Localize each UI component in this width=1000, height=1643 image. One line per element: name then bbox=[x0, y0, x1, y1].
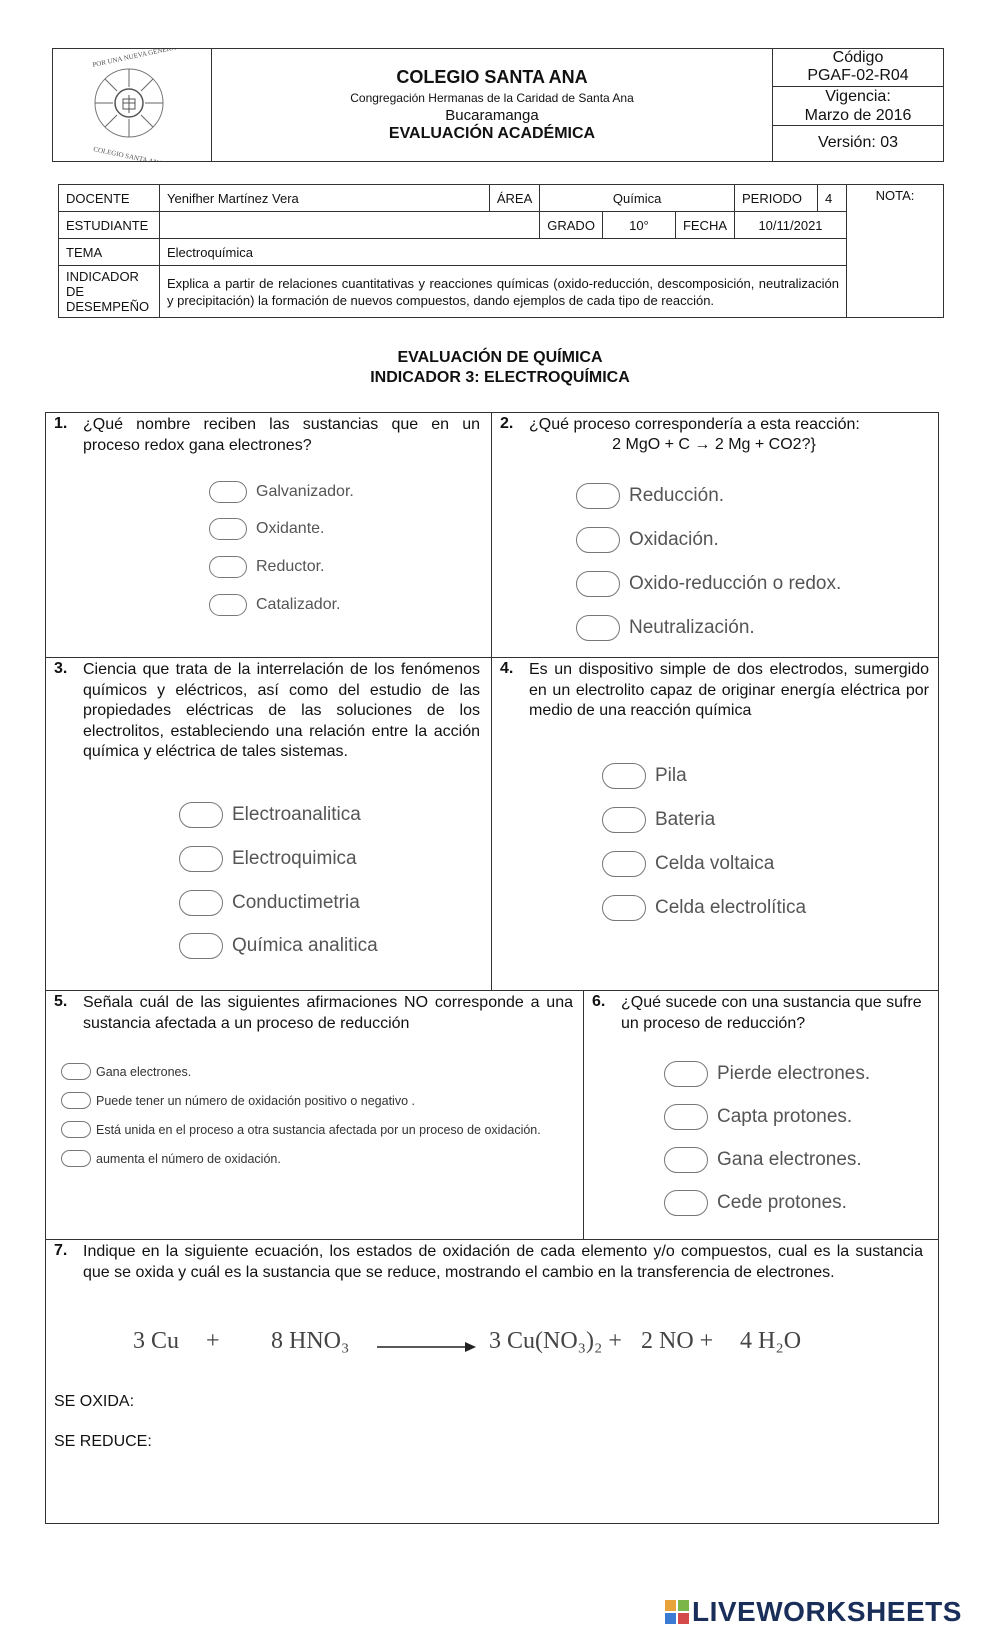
option-capta-protones[interactable]: Capta protones. bbox=[664, 1104, 852, 1130]
question-text: Ciencia que trata de la interrelación de los fenómenos químicos y eléctricos, así como del estudio de las propiedades eléctricas de las soluciones de los electrolitos, estableciendo una relación entre la acción química y eléctrica de tales sistemas. bbox=[83, 661, 480, 760]
question-number: 4. bbox=[500, 660, 514, 677]
radio-button[interactable] bbox=[602, 807, 646, 833]
city: Bucaramanga bbox=[445, 107, 539, 124]
code-label: Código bbox=[832, 49, 884, 66]
grado-label: GRADO bbox=[540, 212, 603, 239]
document-title: EVALUACIÓN ACADÉMICA bbox=[388, 125, 596, 142]
option-neutralizacion[interactable]: Neutralización. bbox=[576, 615, 755, 641]
question-number: 2. bbox=[500, 415, 514, 432]
brand-text: LIVEWORKSHEETS bbox=[692, 1596, 962, 1627]
liveworksheets-logo bbox=[664, 1596, 962, 1628]
radio-button[interactable] bbox=[179, 890, 223, 916]
radio-button[interactable] bbox=[664, 1147, 708, 1173]
question-3 bbox=[46, 658, 492, 991]
oxida-label: SE OXIDA: bbox=[54, 1393, 135, 1410]
radio-button[interactable] bbox=[576, 483, 620, 509]
indicador-label: INDICADOR DE DESEMPEÑO bbox=[59, 266, 160, 318]
reaction-arrow-icon bbox=[377, 1340, 477, 1354]
radio-button[interactable] bbox=[209, 481, 247, 503]
radio-button[interactable] bbox=[179, 846, 223, 872]
question-number: 3. bbox=[54, 660, 68, 677]
periodo-label: PERIODO bbox=[735, 185, 818, 212]
questions-grid bbox=[45, 412, 939, 1524]
tema-value: Electroquímica bbox=[160, 239, 847, 266]
estudiante-value[interactable] bbox=[160, 212, 540, 239]
nota-box[interactable] bbox=[847, 185, 944, 318]
option-catalizador[interactable]: Catalizador. bbox=[209, 594, 341, 616]
radio-button[interactable] bbox=[576, 615, 620, 641]
radio-button[interactable] bbox=[179, 802, 223, 828]
question-number: 5. bbox=[54, 993, 68, 1010]
option-oxido-reduccion[interactable]: Oxido-reducción o redox. bbox=[576, 571, 841, 597]
option-bateria[interactable]: Bateria bbox=[602, 807, 715, 833]
question-text: ¿Qué proceso correspondería a esta reacción: bbox=[529, 416, 860, 433]
fecha-value: 10/11/2021 bbox=[735, 212, 847, 239]
estudiante-label: ESTUDIANTE bbox=[59, 212, 160, 239]
radio-button[interactable] bbox=[602, 895, 646, 921]
question-text: Indique en la siguiente ecuación, los estados de oxidación de cada elemento y/o compuestos, cual es la sustancia que se oxida y cuál es la sustancia que se reduce, mostrando el cambio en la transferencia de electrones. bbox=[83, 1243, 923, 1281]
equation-term-cuno3: 3 Cu(NO₃)₂ + bbox=[489, 1328, 622, 1354]
area-label: ÁREA bbox=[489, 185, 539, 212]
option-galvanizador[interactable]: Galvanizador. bbox=[209, 481, 354, 503]
option-oxidacion[interactable]: Oxidación. bbox=[576, 527, 719, 553]
option-oxidante[interactable]: Oxidante. bbox=[209, 518, 324, 540]
equation-term-hno3: 8 HNO₃ bbox=[271, 1328, 350, 1354]
logo-bottom-text: COLEGIO SANTA ANA bbox=[92, 145, 165, 161]
area-value: Química bbox=[540, 185, 735, 212]
docente-label: DOCENTE bbox=[59, 185, 160, 212]
question-text: ¿Qué sucede con una sustancia que sufre un proceso de reducción? bbox=[621, 994, 922, 1032]
option-gana-electrones[interactable]: Gana electrones. bbox=[61, 1063, 191, 1080]
question-1 bbox=[46, 413, 492, 658]
equation-plus: + bbox=[206, 1328, 220, 1354]
validity-value: Marzo de 2016 bbox=[804, 107, 912, 124]
periodo-value: 4 bbox=[818, 185, 847, 212]
congregation: Congregación Hermanas de la Caridad de Santa Ana bbox=[350, 91, 634, 105]
radio-button[interactable] bbox=[209, 556, 247, 578]
question-number: 7. bbox=[54, 1242, 68, 1259]
option-conductimetria[interactable]: Conductimetria bbox=[179, 890, 360, 916]
option-electroquimica[interactable]: Electroquimica bbox=[179, 846, 357, 872]
option-gana-electrones-6[interactable]: Gana electrones. bbox=[664, 1147, 862, 1173]
equation-term-no: 2 NO + bbox=[641, 1328, 714, 1354]
option-unida-oxidacion[interactable]: Está unida en el proceso a otra sustancia afectada por un proceso de oxidación. bbox=[61, 1121, 541, 1138]
question-number: 6. bbox=[592, 993, 606, 1010]
school-logo bbox=[53, 49, 212, 161]
option-electroanalitica[interactable]: Electroanalitica bbox=[179, 802, 361, 828]
indicator-title: INDICADOR 3: ELECTROQUÍMICA bbox=[370, 369, 630, 386]
liveworksheets-icon bbox=[664, 1599, 690, 1625]
radio-button[interactable] bbox=[664, 1061, 708, 1087]
radio-button[interactable] bbox=[576, 527, 620, 553]
question-2 bbox=[492, 413, 938, 658]
question-number: 1. bbox=[54, 415, 68, 432]
option-pierde-electrones[interactable]: Pierde electrones. bbox=[664, 1061, 870, 1087]
question-7 bbox=[46, 1240, 938, 1523]
radio-button[interactable] bbox=[179, 933, 223, 959]
option-pila[interactable]: Pila bbox=[602, 763, 687, 789]
indicador-value: Explica a partir de relaciones cuantitativas y reacciones químicas (oxido-reducción, descomposición, neutralización y precipitación) la formación de nuevos compuestos, dando ejemplos de cada tipo de reacción. bbox=[160, 266, 847, 318]
school-name: COLEGIO SANTA ANA bbox=[396, 67, 588, 87]
version: Versión: 03 bbox=[817, 134, 899, 151]
logo-top-text: POR UNA NUEVA GENERACIÓN bbox=[91, 49, 194, 69]
equation-term-cu: 3 Cu bbox=[133, 1328, 180, 1354]
tema-label: TEMA bbox=[59, 239, 160, 266]
option-numero-oxidacion[interactable]: Puede tener un número de oxidación positivo o negativo . bbox=[61, 1092, 415, 1109]
radio-button[interactable] bbox=[209, 594, 247, 616]
option-aumenta-oxidacion[interactable]: aumenta el número de oxidación. bbox=[61, 1150, 281, 1167]
reaction-text: 2 MgO + C → 2 Mg + CO2?} bbox=[612, 436, 816, 453]
option-reduccion[interactable]: Reducción. bbox=[576, 483, 724, 509]
radio-button[interactable] bbox=[602, 851, 646, 877]
radio-button[interactable] bbox=[61, 1121, 91, 1138]
fecha-label: FECHA bbox=[675, 212, 734, 239]
option-quimica-analitica[interactable]: Química analitica bbox=[179, 933, 378, 959]
option-reductor[interactable]: Reductor. bbox=[209, 556, 324, 578]
option-celda-electrolitica[interactable]: Celda electrolítica bbox=[602, 895, 806, 921]
info-table bbox=[58, 184, 944, 318]
equation-term-h2o: 4 H₂O bbox=[740, 1328, 802, 1354]
grado-value: 10° bbox=[602, 212, 675, 239]
radio-button[interactable] bbox=[664, 1190, 708, 1216]
question-5 bbox=[46, 991, 584, 1240]
question-4 bbox=[492, 658, 938, 991]
reduce-label: SE REDUCE: bbox=[54, 1433, 152, 1450]
radio-button[interactable] bbox=[61, 1063, 91, 1080]
code-value: PGAF-02-R04 bbox=[807, 67, 909, 84]
question-6 bbox=[584, 991, 938, 1240]
option-cede-protones[interactable]: Cede protones. bbox=[664, 1190, 847, 1216]
radio-button[interactable] bbox=[664, 1104, 708, 1130]
question-text: ¿Qué nombre reciben las sustancias que en un proceso redox gana electrones? bbox=[83, 416, 480, 454]
validity-label: Vigencia: bbox=[825, 88, 891, 105]
question-text: Es un dispositivo simple de dos electrodos, sumergido en un electrolito capaz de originar energía eléctrica por medio de una reacción química bbox=[529, 661, 929, 719]
docente-value: Yenifher Martínez Vera bbox=[160, 185, 490, 212]
radio-button[interactable] bbox=[61, 1150, 91, 1167]
question-text: Señala cuál de las siguientes afirmaciones NO corresponde a una sustancia afectada a un proceso de reducción bbox=[83, 994, 573, 1032]
option-celda-voltaica[interactable]: Celda voltaica bbox=[602, 851, 774, 877]
radio-button[interactable] bbox=[602, 763, 646, 789]
nota-label: NOTA: bbox=[875, 188, 915, 203]
radio-button[interactable] bbox=[209, 518, 247, 540]
document-header bbox=[52, 48, 944, 162]
radio-button[interactable] bbox=[576, 571, 620, 597]
evaluation-title: EVALUACIÓN DE QUÍMICA bbox=[397, 349, 603, 366]
radio-button[interactable] bbox=[61, 1092, 91, 1109]
school-seal-icon bbox=[53, 49, 211, 161]
